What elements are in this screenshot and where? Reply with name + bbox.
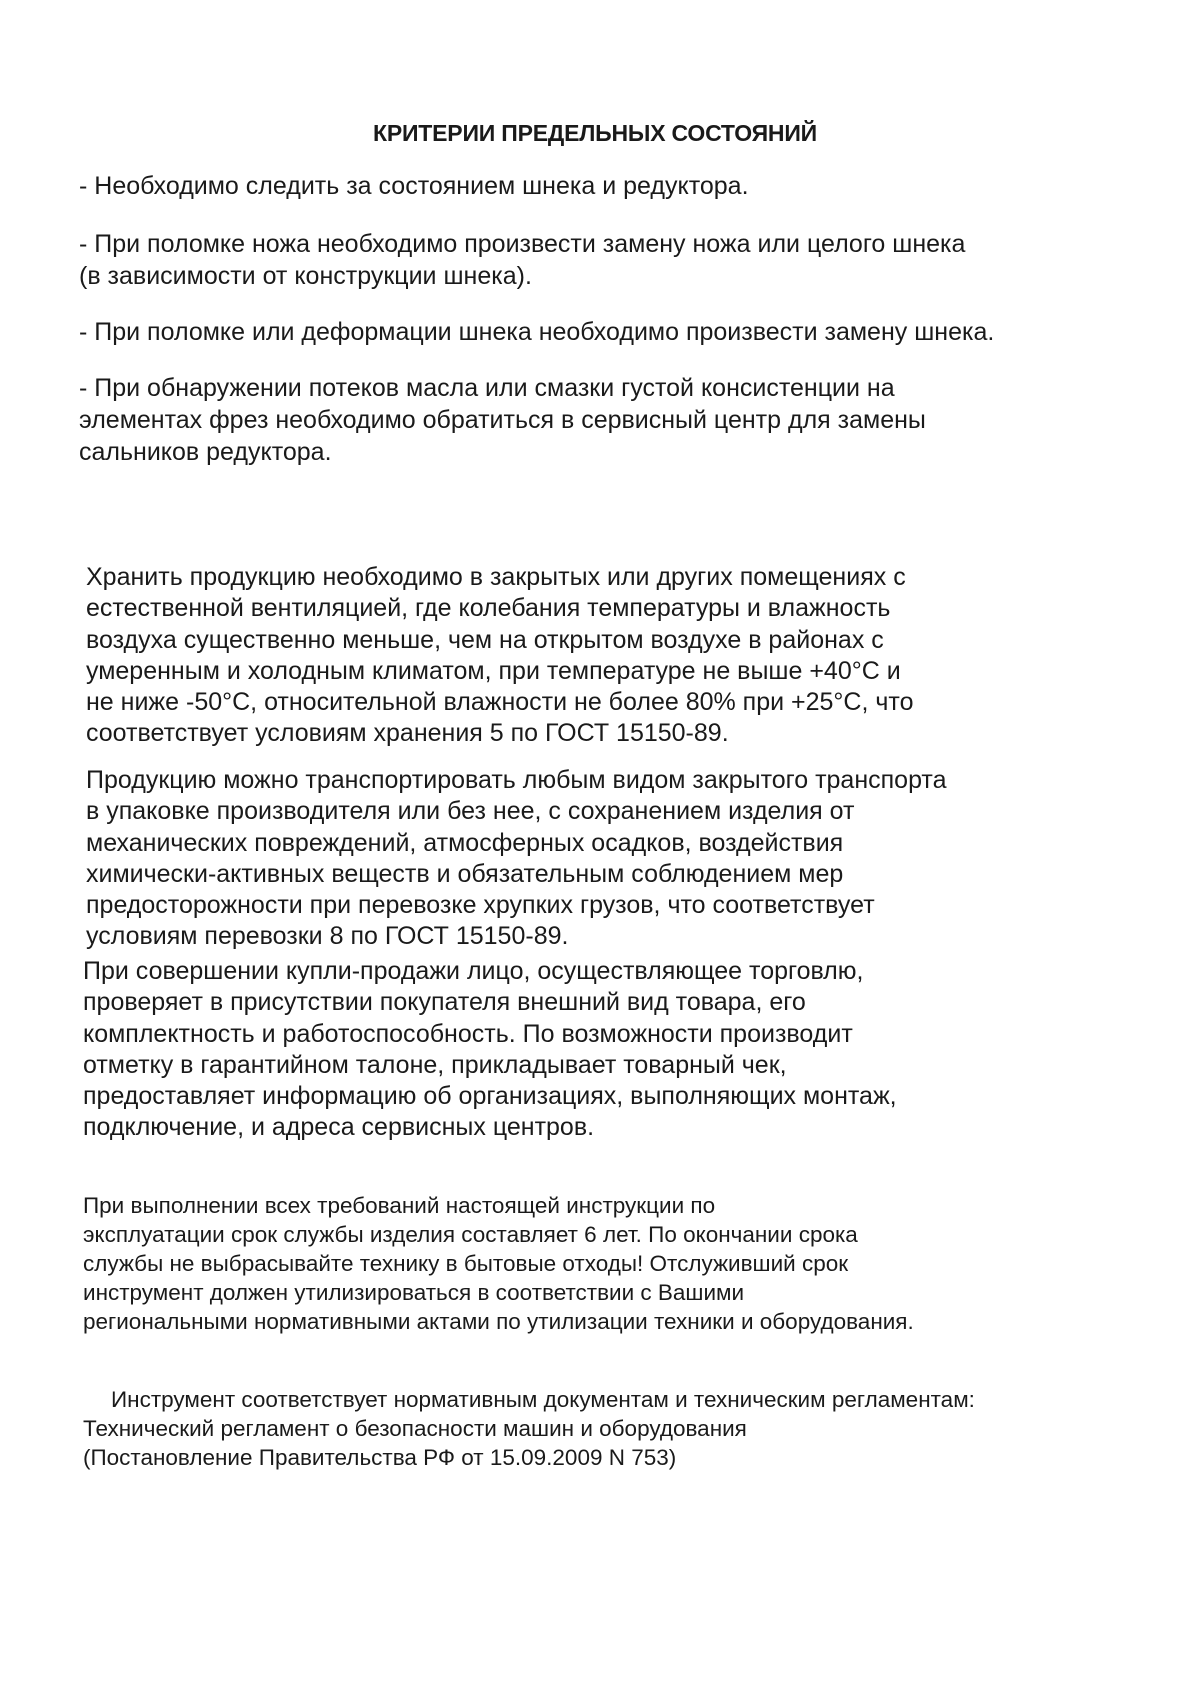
transport-paragraph: Продукцию можно транспортировать любым видом закрытого транспорта в упаковке производителя или без нее, с сохранением изделия от механических повреждений, атмосферных осадков, воздействия химически-активных веществ и обязательным соблюдением мер предосторожности при перевозке хрупких грузов, что соответствует условиям перевозки 8 по ГОСТ 15150-89. — [86, 766, 947, 951]
criterion-paragraph: - При обнаружении потеков масла или смазки густой консистенции на элементах фрез необходимо обратиться в сервисный центр для замены сальников редуктора. — [79, 374, 926, 466]
compliance-first-line: Инструмент соответствует нормативным документам и техническим регламентам: — [111, 1387, 975, 1412]
compliance-paragraph — [83, 1356, 1143, 1501]
criterion-paragraph: - При поломке или деформации шнека необходимо произвести замену шнека. — [79, 318, 995, 346]
compliance-details: Технический регламент о безопасности машин и оборудования (Постановление Правительства РФ от 15.09.2009 N 753) — [83, 1416, 747, 1470]
criterion-paragraph: - Необходимо следить за состоянием шнека и редуктора. — [79, 172, 749, 200]
criterion-paragraph: - При поломке ножа необходимо произвести замену ножа или целого шнека (в зависимости от конструкции шнека). — [79, 230, 966, 290]
sale-paragraph: При совершении купли-продажи лицо, осуществляющее торговлю, проверяет в присутствии покупателя внешний вид товара, его комплектность и работоспособность. По возможности производит отметку в гарантийном талоне, прикладывает товарный чек, предоставляет информацию об организациях, выполняющих монтаж, подключение, и адреса сервисных центров. — [83, 957, 897, 1142]
section-title: КРИТЕРИИ ПРЕДЕЛЬНЫХ СОСТОЯНИЙ — [373, 120, 817, 146]
service-life-paragraph: При выполнении всех требований настоящей инструкции по эксплуатации срок службы изделия составляет 6 лет. По окончании срока службы не выбрасывайте технику в бытовые отходы! Отслуживший срок инструмент должен утилизироваться в соответствии с Вашими региональными нормативными актами по утилизации техники и оборудования. — [83, 1193, 914, 1334]
storage-paragraph: Хранить продукцию необходимо в закрытых или других помещениях с естественной вентиляцией, где колебания температуры и влажность воздуха существенно меньше, чем на открытом воздухе в районах с умеренным и холодным климатом, при температуре не выше +40°С и не ниже -50°С, относительной влажности не более 80% при +25°С, что соответствует условиям хранения 5 по ГОСТ 15150-89. — [86, 563, 914, 748]
